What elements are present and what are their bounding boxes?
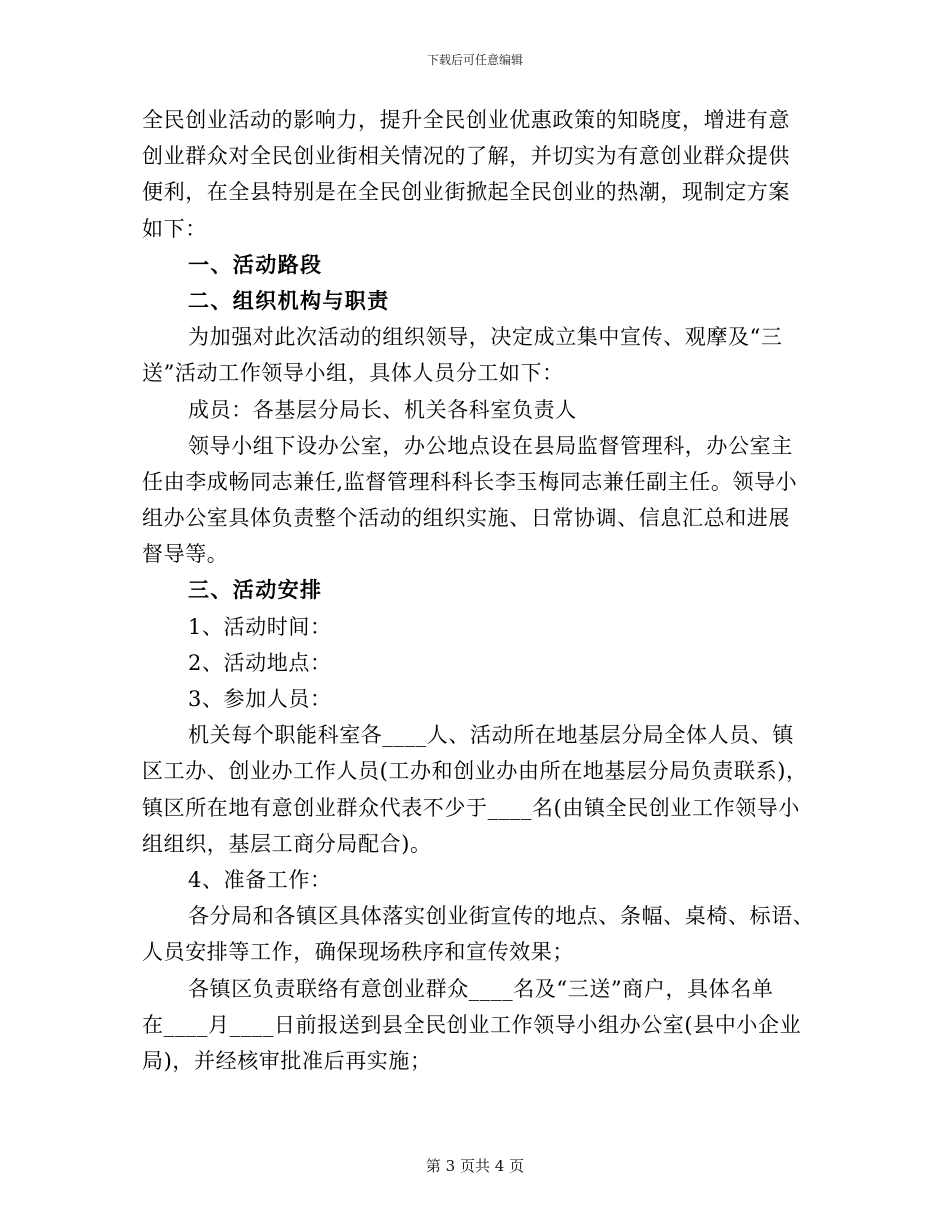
page-header: 下载后可任意编辑	[426, 53, 523, 67]
paragraph-line: 4、准备工作：	[188, 867, 332, 892]
paragraph-line: 成员：各基层分局长、机关各科室负责人	[188, 397, 577, 422]
page-footer: 第 3 页共 4 页	[425, 1157, 525, 1175]
paragraph-line: 组办公室具体负责整个活动的组织实施、日常协调、信息汇总和进展	[142, 506, 790, 531]
paragraph-line: 1、活动时间：	[188, 614, 332, 639]
paragraph-line: 任由李成畅同志兼任,监督管理科科长李玉梅同志兼任副主任。领导小	[142, 469, 798, 494]
paragraph-line: 区工办、创业办工作人员(工办和创业办由所在地基层分局负责联系)，	[142, 759, 808, 784]
paragraph-line: 各分局和各镇区具体落实创业街宣传的地点、条幅、桌椅、标语、	[188, 904, 815, 929]
section-heading: 三、活动安排	[188, 578, 323, 603]
paragraph-line: 在____月____日前报送到县全民创业工作领导小组办公室(县中小企业	[142, 1012, 802, 1037]
paragraph-line: 全民创业活动的影响力，提升全民创业优惠政策的知晓度，增进有意	[142, 108, 790, 132]
paragraph-line: 3、参加人员：	[188, 687, 332, 711]
section-heading: 二、组织机构与职责	[188, 288, 390, 313]
paragraph-line: 创业群众对全民创业街相关情况的了解，并切实为有意创业群众提供	[142, 144, 790, 169]
paragraph-line: 便利，在全县特别是在全民创业街掀起全民创业的热潮，现制定方案	[142, 180, 790, 205]
paragraph-line: 各镇区负责联络有意创业群众____名及“三送”商户，具体名单	[188, 976, 774, 1001]
section-heading: 一、活动路段	[188, 252, 323, 277]
paragraph-line: 机关每个职能科室各____人、活动所在地基层分局全体人员、镇	[188, 723, 794, 748]
paragraph-line: 人员安排等工作，确保现场秩序和宣传效果；	[142, 940, 574, 965]
paragraph-line: 2、活动地点：	[188, 650, 332, 675]
paragraph-line: 送”活动工作领导小组，具体人员分工如下：	[142, 361, 564, 386]
paragraph-line: 局)，并经核审批准后再实施；	[142, 1048, 432, 1073]
paragraph-line: 领导小组下设办公室，办公地点设在县局监督管理科，办公室主	[188, 433, 793, 458]
paragraph-line: 督导等。	[142, 542, 229, 567]
paragraph-line: 镇区所在地有意创业群众代表不少于____名(由镇全民创业工作领导小	[142, 795, 800, 820]
document-body	[142, 102, 815, 1079]
paragraph-line: 如下：	[142, 216, 207, 241]
paragraph-line: 组组织，基层工商分局配合)。	[142, 831, 432, 856]
paragraph-line: 为加强对此次活动的组织领导，决定成立集中宣传、观摩及“三	[188, 325, 783, 350]
